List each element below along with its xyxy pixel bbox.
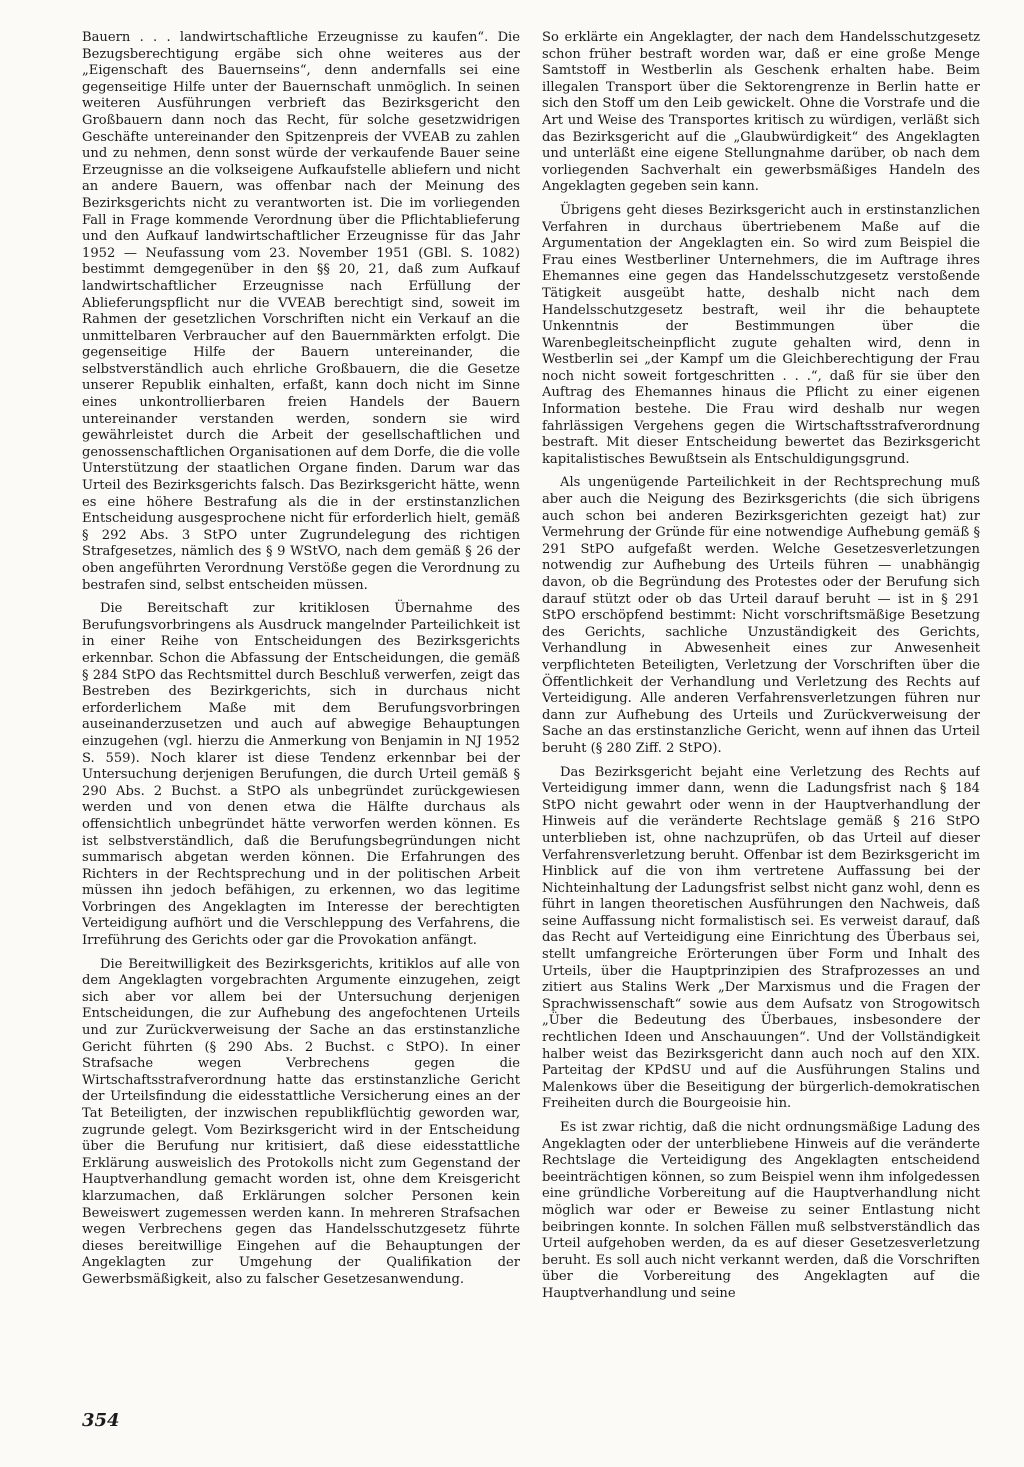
- paragraph: Die Bereitschaft zur kritiklosen Übernahme des Berufungsvorbringens als Ausdruck mangelnder Parteilichkeit ist in einer Reihe von Entscheidungen des Bezirksgerichts erkennbar. Schon die Abfassung der Entscheidungen, die gemäß § 284 StPO das Rechtsmittel durch Beschluß verwerfen, zeigt das Bestreben des Bezirkgerichts, sich in durchaus nicht erforderlichem Maße mit dem Berufungsvorbringen auseinanderzusetzen und auch auf abwegige Behauptungen einzugehen (vgl. hierzu die Anmerkung von Benjamin in NJ 1952 S. 559). Noch klarer ist diese Tendenz erkennbar bei der Untersuchung derjenigen Berufungen, die durch Urteil gemäß § 290 Abs. 2 Buchst. a StPO als unbegründet zurückgewiesen werden und von denen etwa die Hälfte durchaus als offensichtlich unbegründet hätte verworfen werden können. Es ist selbstverständlich, daß die Berufungsbegründungen nicht summarisch abgetan werden können. Die Erfahrungen des Richters in der Rechtsprechung und in der politischen Arbeit müssen ihn jedoch befähigen, zu erkennen, wo das legitime Vorbringen des Angeklagten im Interesse der berechtigten Verteidigung aufhört und die Verschleppung des Verfahrens, die Irreführung des Gerichts oder gar die Provokation anfängt.: [82, 601, 520, 949]
- paragraph: So erklärte ein Angeklagter, der nach dem Handelsschutzgesetz schon früher bestraft worden war, daß er eine große Menge Samtstoff in Westberlin als Geschenk erhalten habe. Beim illegalen Transport über die Sektorengrenze in Berlin hatte er sich den Stoff um den Leib gewickelt. Ohne die Vorstrafe und die Art und Weise des Transportes kritisch zu würdigen, verläßt sich das Bezirksgericht auf die „Glaubwürdigkeit“ des Angeklagten und unterläßt eine eigene Stellungnahme darüber, ob nach dem vorliegenden Sachverhalt ein gewerbsmäßiges Handeln des Angeklagten gegeben sein kann.: [542, 30, 980, 195]
- paragraph: Das Bezirksgericht bejaht eine Verletzung des Rechts auf Verteidigung immer dann, wenn die Ladungsfrist nach § 184 StPO nicht gewahrt oder wenn in der Hauptverhandlung der Hinweis auf die veränderte Rechtslage gemäß § 216 StPO unterblieben ist, ohne nachzuprüfen, ob das Urteil auf dieser Verfahrensverletzung beruht. Offenbar ist dem Bezirksgericht im Hinblick auf die von ihm vertretene Auffassung bei der Nichteinhaltung der Ladungsfrist selbst nicht ganz wohl, denn es führt in langen theoretischen Ausführungen den Nachweis, daß seine Auffassung nicht formalistisch sei. Es verweist darauf, daß das Recht auf Verteidigung eine Einrichtung des Überbaus sei, stellt umfangreiche Erörterungen über Form und Inhalt des Urteils, über die Hauptprinzipien des Strafprozesses an und zitiert aus Stalins Werk „Der Marxismus und die Fragen der Sprachwissenschaft“ sowie aus dem Aufsatz von Strogowitsch „Über die Bedeutung des Überbaues, insbesondere der rechtlichen Ideen und Anschauungen“. Und der Vollständigkeit halber weist das Bezirksgericht dann auch noch auf den XIX. Parteitag der KPdSU und auf die Ausführungen Stalins und Malenkows über die Beseitigung der bürgerlich-demokratischen Freiheiten durch die Bourgeoisie hin.: [542, 764, 980, 1112]
- paragraph: Übrigens geht dieses Bezirksgericht auch in erstinstanzlichen Verfahren in durchaus übertriebenem Maße auf die Argumentation der Angeklagten ein. So wird zum Beispiel die Frau eines Westberliner Unternehmers, die im Auftrage ihres Ehemannes eine gegen das Handelsschutzgesetz verstoßende Tätigkeit ausgeübt hatte, deshalb nicht nach dem Handelsschutzgesetz bestraft, weil ihr die behauptete Unkenntnis der Bestimmungen über die Warenbegleitscheinpflicht zugute gehalten wird, denn in Westberlin sei „der Kampf um die Gleichberechtigung der Frau noch nicht soweit fortgeschritten . . .“, daß für sie über den Auftrag des Ehemannes hinaus die Pflicht zu einer eigenen Information bestehe. Die Frau wird deshalb nur wegen fahrlässigen Vergehens gegen die Wirtschaftsstrafverordnung bestraft. Mit dieser Entscheidung bewertet das Bezirksgericht kapitalistisches Bewußtsein als Entschuldigungsgrund.: [542, 202, 980, 467]
- page-number: 354: [82, 1410, 120, 1431]
- paragraph: Die Bereitwilligkeit des Bezirksgerichts, kritiklos auf alle von dem Angeklagten vorgebrachten Argumente einzugehen, zeigt sich aber vor allem bei der Untersuchung derjenigen Entscheidungen, die zur Aufhebung des angefochtenen Urteils und zur Zurückverweisung der Sache an das erstinstanzliche Gericht führten (§ 290 Abs. 2 Buchst. c StPO). In einer Strafsache wegen Verbrechens gegen die Wirtschaftsstrafverordnung hatte das erstinstanzliche Gericht der Urteilsfindung die eidesstattliche Versicherung eines an der Tat Beteiligten, der inzwischen republikflüchtig geworden war, zugrunde gelegt. Vom Bezirksgericht wird in der Entscheidung über die Berufung nur kritisiert, daß diese eidesstattliche Erklärung ausweislich des Protokolls nicht zum Gegenstand der Hauptverhandlung gemacht worden ist, ohne dem Kreisgericht klarzumachen, daß Erklärungen solcher Personen kein Beweiswert zugemessen werden kann. In mehreren Strafsachen wegen Verbrechens gegen das Handelsschutzgesetz führte dieses bereitwillige Eingehen auf die Behauptungen der Angeklagten zur Umgehung der Qualifikation der Gewerbsmäßigkeit, also zu falscher Gesetzesanwendung.: [82, 956, 520, 1287]
- right-column: [542, 30, 980, 1410]
- paragraph: Als ungenügende Parteilichkeit in der Rechtsprechung muß aber auch die Neigung des Bezirksgerichts (die sich übrigens auch schon bei anderen Bezirksgerichten gezeigt hat) zur Vermehrung der Gründe für eine notwendige Aufhebung gemäß § 291 StPO aufgefaßt werden. Welche Gesetzesverletzungen notwendig zur Aufhebung des Urteils führen — unabhängig davon, ob die Begründung des Protestes oder der Berufung sich darauf stützt oder ob das Urteil darauf beruht — ist in § 291 StPO erschöpfend bestimmt: Nicht vorschriftsmäßige Besetzung des Gerichts, sachliche Unzuständigkeit des Gerichts, Verhandlung in Abwesenheit eines zur Anwesenheit verpflichteten Beteiligten, Verletzung der Vorschriften über die Öffentlichkeit der Verhandlung und Verletzung des Rechts auf Verteidigung. Alle anderen Verfahrensverletzungen führen nur dann zur Aufhebung des Urteils und Zurückverweisung der Sache an das erstinstanzliche Gericht, wenn auf ihnen das Urteil beruht (§ 280 Ziff. 2 StPO).: [542, 475, 980, 756]
- paragraph: Bauern . . . landwirtschaftliche Erzeugnisse zu kaufen“. Die Bezugsberechtigung ergäbe sich ohne weiteres aus der „Eigenschaft des Bauernseins“, denn andernfalls sei eine gegenseitige Hilfe unter der Bauernschaft unmöglich. In seinen weiteren Ausführungen verbrieft das Bezirksgericht den Großbauern dann noch das Recht, für solche gesetzwidrigen Geschäfte untereinander den Spitzenpreis der VVEAB zu zahlen und zu nehmen, denn sonst würde der verkaufende Bauer seine Erzeugnisse an die volkseigene Aufkaufstelle abliefern und nicht an andere Bauern, was offenbar nach der Meinung des Bezirksgerichts nicht zu verantworten ist. Die im vorliegenden Fall in Frage kommende Verordnung über die Pflichtablieferung und den Aufkauf landwirtschaftlicher Erzeugnisse für das Jahr 1952 — Neufassung vom 23. November 1951 (GBl. S. 1082) bestimmt demgegenüber in den §§ 20, 21, daß zum Aufkauf landwirtschaftlicher Erzeugnisse nach Erfüllung der Ablieferungspflicht nur die VVEAB berechtigt sind, soweit im Rahmen der gesetzlichen Vorschriften nicht ein Verkauf an die unmittelbaren Verbraucher auf den Bauernmärkten erfolgt. Die gegenseitige Hilfe der Bauern untereinander, die selbstverständlich auch ehrliche Großbauern, die die Gesetze unserer Republik einhalten, erfaßt, kann doch nicht im Sinne eines unkontrollierbaren freien Handels der Bauern untereinander verstanden werden, sondern sie wird gewährleistet durch die Arbeit der gesellschaftlichen und genossenschaftlichen Organisationen auf dem Dorfe, die die volle Unterstützung der staatlichen Organe finden. Darum war das Urteil des Bezirksgerichts falsch. Das Bezirksgericht hätte, wenn es eine höhere Bestrafung als die in der erstinstanzlichen Entscheidung ausgesprochene nicht für erforderlich hielt, gemäß § 292 Abs. 3 StPO unter Zugrundelegung des richtigen Strafgesetzes, nämlich des § 9 WStVO, nach dem gemäß § 26 der oben angeführten Verordnung Verstöße gegen die Verordnung zu bestrafen sind, selbst entscheiden müssen.: [82, 30, 520, 593]
- text-columns: [82, 30, 984, 1410]
- paragraph: Es ist zwar richtig, daß die nicht ordnungsmäßige Ladung des Angeklagten oder der unterbliebene Hinweis auf die veränderte Rechtslage die Verteidigung des Angeklagten entscheidend beeinträchtigen können, so zum Beispiel wenn ihm infolgedessen eine gründliche Vorbereitung auf die Hauptverhandlung nicht möglich war oder er Beweise zu seiner Entlastung nicht beibringen konnte. In solchen Fällen muß selbstverständlich das Urteil aufgehoben werden, da es auf dieser Gesetzesverletzung beruht. Es soll auch nicht verkannt werden, daß die Vorschriften über die Vorbereitung des Angeklagten auf die Hauptverhandlung und seine: [542, 1120, 980, 1301]
- left-column: [82, 30, 520, 1410]
